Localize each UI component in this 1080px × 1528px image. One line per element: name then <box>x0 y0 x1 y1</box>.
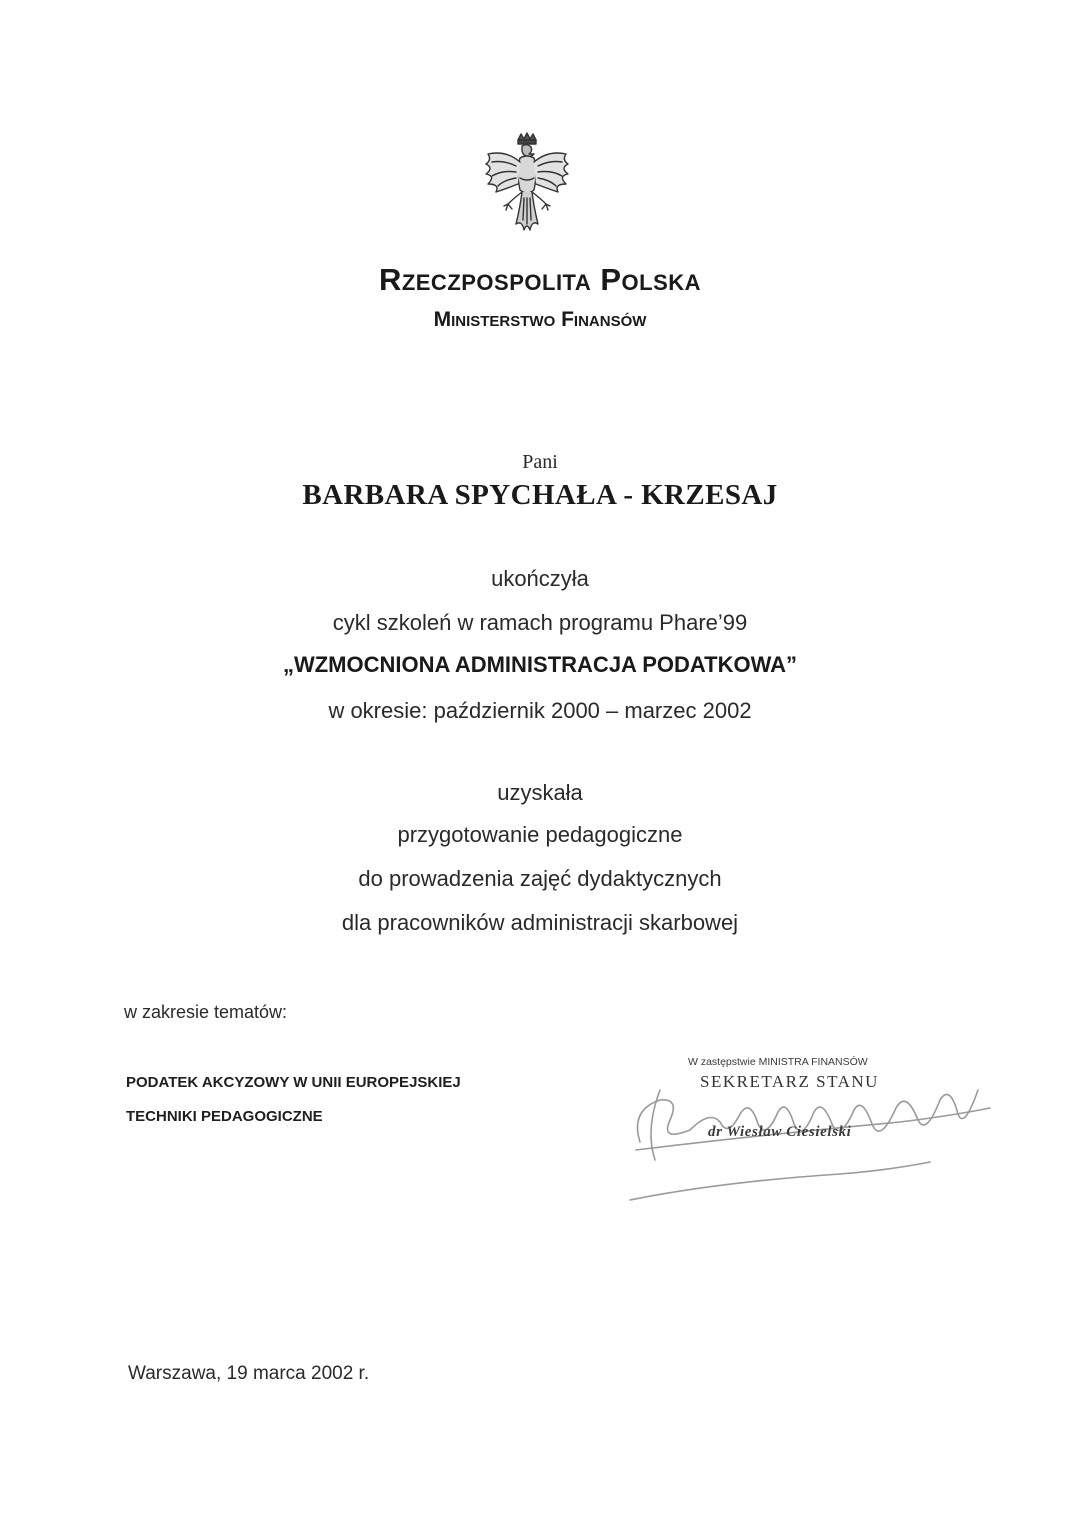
place-and-date: Warszawa, 19 marca 2002 r. <box>128 1363 370 1384</box>
signatory-name: dr Wiesław Ciesielski <box>708 1124 852 1140</box>
signature-acting-for: W zastępstwie MINISTRA FINANSÓW <box>688 1056 868 1068</box>
salutation: Pani <box>522 451 558 473</box>
program-title: „WZMOCNIONA ADMINISTRACJA PODATKOWA” <box>282 652 798 677</box>
topics-intro: w zakresie tematów: <box>124 1002 288 1022</box>
signature-block <box>600 1050 1000 1210</box>
program-line: cykl szkoleń w ramach programu Phare’99 <box>332 610 748 635</box>
qualification-line-2: do prowadzenia zajęć dydaktycznych <box>358 866 722 891</box>
completion-verb: ukończyła <box>491 566 589 591</box>
topic-item: TECHNIKI PEDAGOGICZNE <box>126 1108 323 1125</box>
country-heading: Rzeczpospolita Polska <box>378 262 702 297</box>
qualification-line-1: przygotowanie pedagogiczne <box>397 822 683 847</box>
qualification-verb: uzyskała <box>497 780 583 805</box>
signature-title: SEKRETARZ STANU <box>700 1072 879 1091</box>
ministry-heading: Ministerstwo Finansów <box>433 308 647 331</box>
recipient-name: BARBARA SPYCHAŁA - KRZESAJ <box>302 479 778 511</box>
polish-eagle-emblem-icon <box>478 132 576 236</box>
topic-item: PODATEK AKCYZOWY W UNII EUROPEJSKIEJ <box>126 1074 461 1091</box>
qualification-line-3: dla pracowników administracji skarbowej <box>341 910 739 935</box>
period-line: w okresie: październik 2000 – marzec 2002 <box>328 698 752 723</box>
